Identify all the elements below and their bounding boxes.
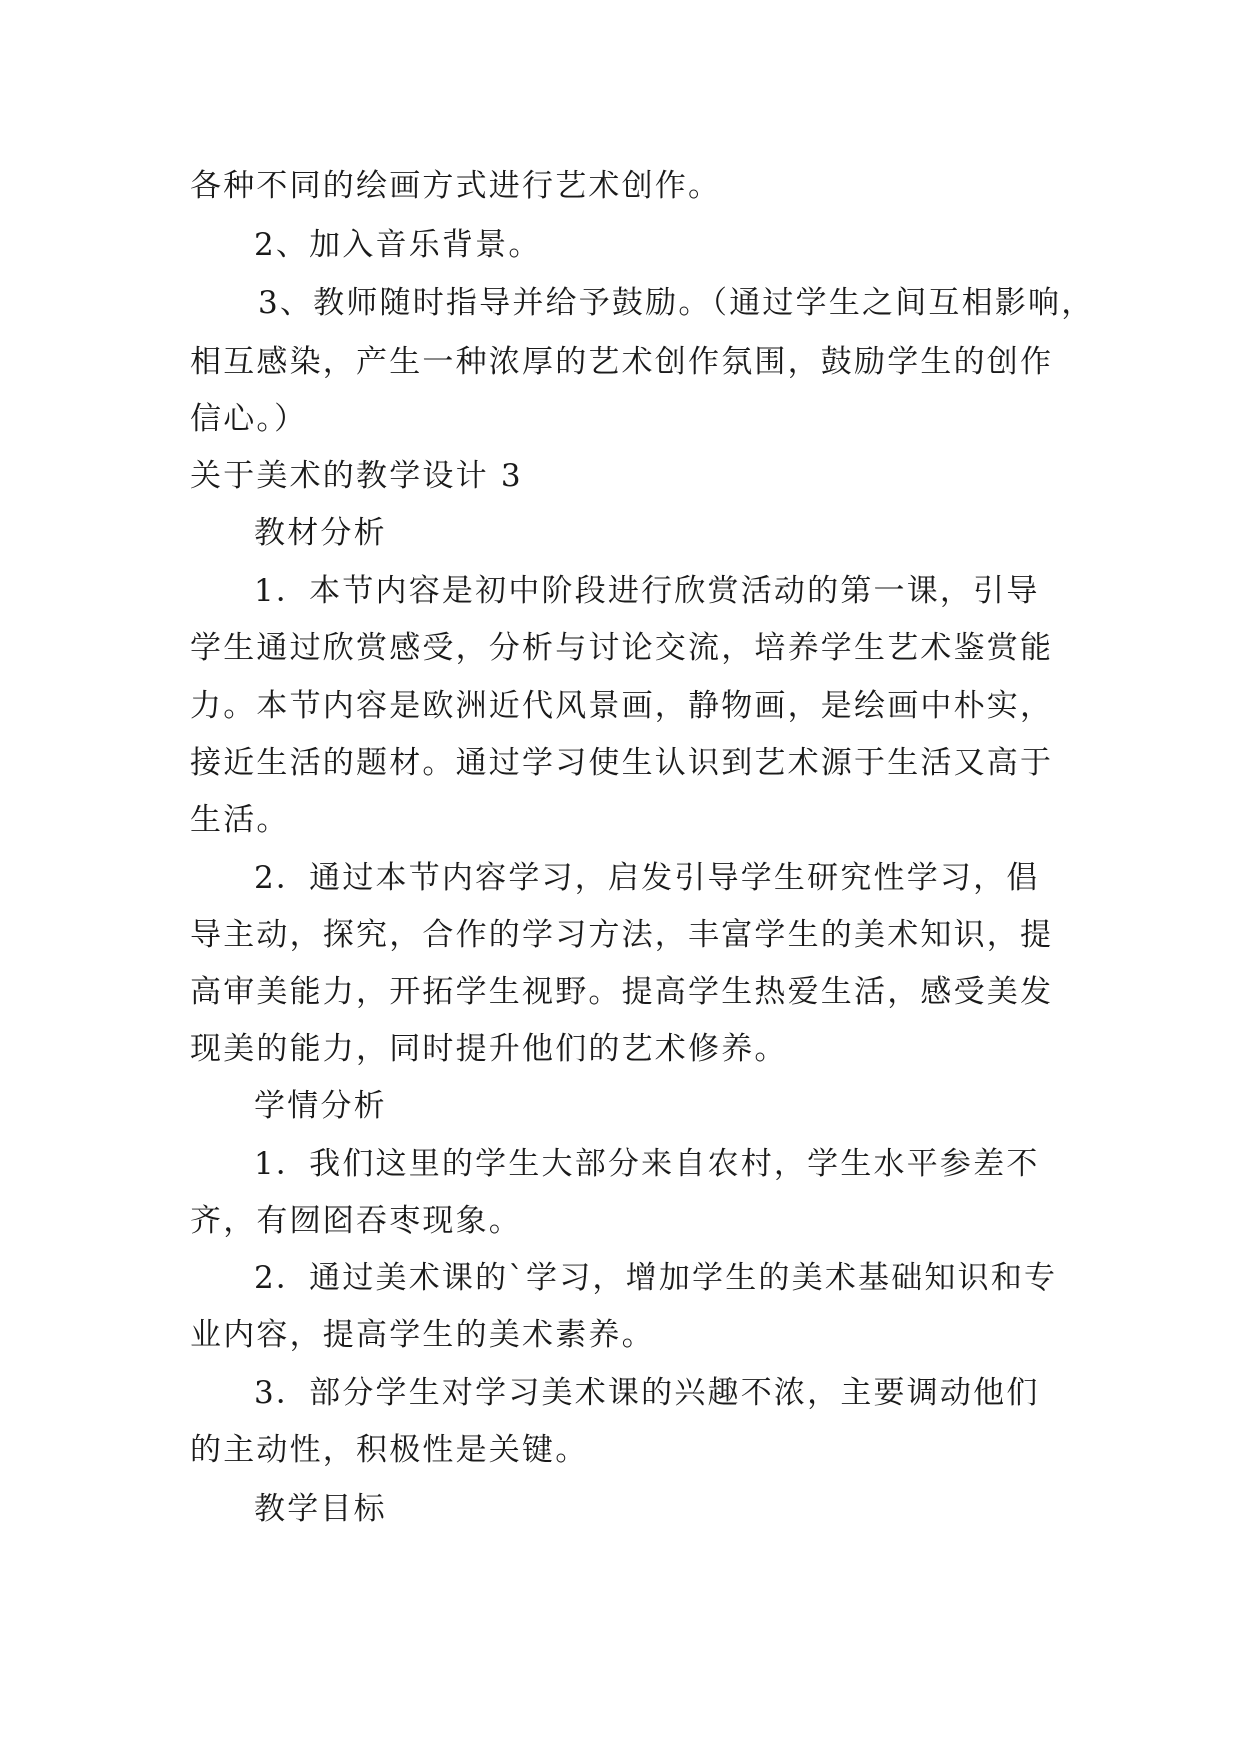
paragraph-line: 3．部分学生对学习美术课的兴趣不浓，主要调动他们 xyxy=(254,1375,1040,1411)
section-title: 关于美术的教学设计 3 xyxy=(190,458,523,494)
subheading: 教学目标 xyxy=(254,1491,387,1527)
paragraph-line: 相互感染，产生一种浓厚的艺术创作氛围，鼓励学生的创作 xyxy=(190,344,1054,380)
paragraph-line: 2、加入音乐背景。 xyxy=(254,227,542,263)
paragraph-line: 1．本节内容是初中阶段进行欣赏活动的第一课，引导 xyxy=(254,573,1040,609)
subheading: 学情分析 xyxy=(254,1088,387,1124)
paragraph-line: 信心。） xyxy=(190,401,308,437)
paragraph-line: 业内容，提高学生的美术素养。 xyxy=(190,1317,655,1353)
paragraph-line: 生活。 xyxy=(190,802,290,838)
paragraph-line: 现美的能力，同时提升他们的艺术修养。 xyxy=(190,1031,788,1067)
paragraph-line: 力。本节内容是欧洲近代风景画，静物画，是绘画中朴实， xyxy=(190,688,1054,724)
paragraph-line: 的主动性，积极性是关键。 xyxy=(190,1432,589,1468)
paragraph-line: 各种不同的绘画方式进行艺术创作。 xyxy=(190,168,722,204)
paragraph-line: 学生通过欣赏感受，分析与讨论交流，培养学生艺术鉴赏能 xyxy=(190,630,1054,666)
paragraph-line: 高审美能力，开拓学生视野。提高学生热爱生活，感受美发 xyxy=(190,974,1054,1010)
paragraph-line: 接近生活的题材。通过学习使生认识到艺术源于生活又高于 xyxy=(190,745,1054,781)
paragraph-line: 3、教师随时指导并给予鼓励。（通过学生之间互相影响， xyxy=(258,285,1095,321)
paragraph-line: 2．通过美术课的`学习，增加学生的美术基础知识和专 xyxy=(254,1260,1058,1296)
paragraph-line: 1．我们这里的学生大部分来自农村，学生水平参差不 xyxy=(254,1146,1040,1182)
paragraph-line: 2．通过本节内容学习，启发引导学生研究性学习，倡 xyxy=(254,860,1040,896)
paragraph-line: 齐，有囫囵吞枣现象。 xyxy=(190,1203,522,1239)
paragraph-line: 导主动，探究，合作的学习方法，丰富学生的美术知识，提 xyxy=(190,917,1054,953)
subheading: 教材分析 xyxy=(254,515,387,551)
